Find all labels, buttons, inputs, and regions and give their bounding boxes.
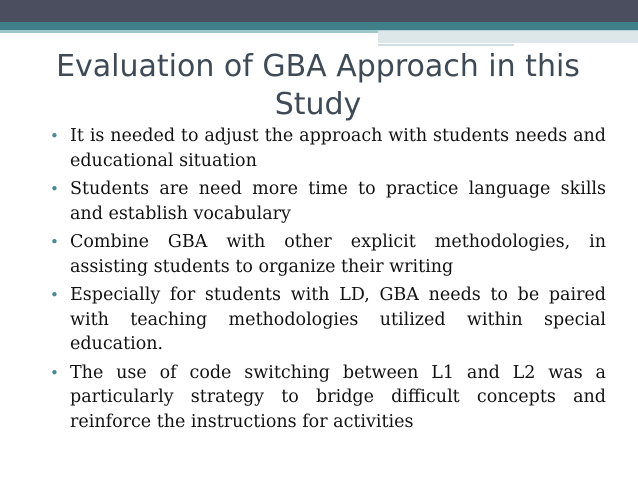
- header-dark-bar: [0, 0, 638, 22]
- bullet-item: [50, 230, 606, 279]
- header-accent-box: [378, 30, 638, 43]
- bullet-text: Combine GBA with other explicit methodologies, in assisting students to organize their writing: [70, 232, 606, 277]
- bullet-text: The use of code switching between L1 and L2 was a particularly strategy to bridge difficult concepts and reinforce the instructions for activities: [70, 362, 606, 432]
- header-teal-band: [0, 22, 638, 30]
- bullet-text: Especially for students with LD, GBA needs to be paired with teaching methodologies utilized within special education.: [70, 285, 606, 354]
- header-accent-line: [378, 44, 514, 46]
- bullet-text: It is needed to adjust the approach with students needs and educational situation: [70, 126, 606, 171]
- bullet-dot-icon: •: [50, 180, 59, 198]
- bullet-dot-icon: •: [50, 233, 59, 251]
- bullet-dot-icon: •: [50, 363, 59, 382]
- slide-title: Evaluation of GBA Approach in this Study: [56, 49, 580, 122]
- bullet-item: [50, 177, 606, 226]
- bullet-item: [50, 361, 606, 435]
- bullet-text: Students are need more time to practice language skills and establish vocabulary: [70, 179, 606, 224]
- bullet-list: [50, 124, 606, 438]
- bullet-dot-icon: •: [50, 127, 59, 145]
- bullet-item: [50, 283, 606, 357]
- bullet-item: [50, 124, 606, 173]
- bullet-dot-icon: •: [50, 286, 59, 304]
